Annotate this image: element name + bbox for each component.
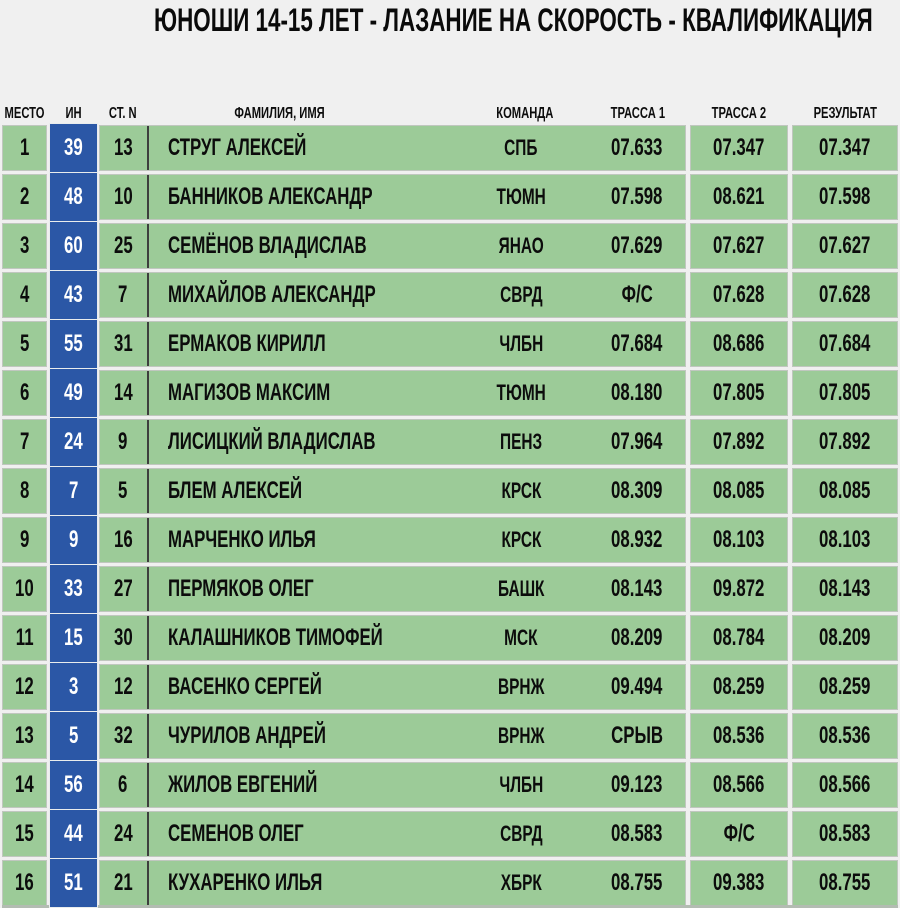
page-title (0, 2, 900, 39)
table-row (0, 615, 900, 661)
table-row (0, 762, 900, 808)
team-code: ВРНЖ (497, 723, 545, 748)
route2-time: 08.621 (713, 183, 765, 210)
route2-time: 08.085 (713, 477, 765, 504)
athlete-cell (99, 174, 686, 220)
place-cell (2, 615, 47, 661)
start-number: 9 (118, 428, 128, 455)
athlete-name: ЖИЛОВ ЕВГЕНИЙ (168, 771, 318, 798)
team-code: ЧЛБН (499, 331, 543, 356)
place-cell (2, 517, 47, 563)
route2-cell (690, 713, 788, 759)
route2-cell (690, 762, 788, 808)
team-code: СВРД (499, 282, 543, 307)
bib-cell (49, 417, 98, 467)
bib-value: 3 (68, 673, 79, 700)
start-number: 25 (113, 232, 133, 259)
athlete-name: КУХАРЕНКО ИЛЬЯ (168, 869, 323, 896)
place-value: 14 (15, 771, 34, 798)
result-cell (792, 419, 898, 465)
team-code: СВРД (499, 821, 543, 846)
place-value: 4 (19, 281, 30, 308)
athlete-cell (99, 223, 686, 269)
route1-time: 07.964 (611, 428, 663, 455)
bib-value: 5 (68, 722, 79, 749)
route2-cell (690, 517, 788, 563)
bib-cell (49, 172, 98, 222)
athlete-cell (99, 468, 686, 514)
start-number: 21 (113, 869, 133, 896)
athlete-name: ВАСЕНКО СЕРГЕЙ (168, 673, 322, 700)
route2-time: 07.892 (713, 428, 765, 455)
table-row (0, 468, 900, 514)
bib-value: 49 (64, 379, 83, 406)
result-cell (792, 174, 898, 220)
team-code: СПБ (504, 135, 538, 160)
start-number: 12 (113, 673, 133, 700)
route1-time: СРЫВ (611, 722, 663, 749)
place-cell (2, 223, 47, 269)
result-time: 07.892 (819, 428, 871, 455)
result-cell (792, 860, 898, 906)
route2-time: 08.536 (713, 722, 765, 749)
place-cell (2, 370, 47, 416)
place-cell (2, 419, 47, 465)
bib-value: 51 (64, 869, 83, 896)
divider-line (147, 812, 149, 856)
place-value: 9 (19, 526, 30, 553)
place-cell (2, 811, 47, 857)
athlete-name: СТРУГ АЛЕКСЕЙ (168, 134, 307, 161)
column-header-name: ФАМИЛИЯ, ИМЯ (234, 105, 326, 122)
athlete-cell (99, 419, 686, 465)
place-value: 8 (19, 477, 30, 504)
route2-time: 08.103 (713, 526, 765, 553)
athlete-name: БАННИКОВ АЛЕКСАНДР (168, 183, 373, 210)
divider-line (147, 714, 149, 758)
result-time: 08.755 (819, 869, 871, 896)
place-value: 15 (15, 820, 34, 847)
place-cell (2, 174, 47, 220)
athlete-cell (99, 321, 686, 367)
divider-line (147, 273, 149, 317)
page-title-text: ЮНОШИ 14-15 ЛЕТ - ЛАЗАНИЕ НА СКОРОСТЬ - КВАЛИФИКАЦИЯ (154, 2, 873, 38)
place-value: 7 (19, 428, 30, 455)
start-number: 27 (113, 575, 133, 602)
place-cell (2, 664, 47, 710)
place-cell (2, 125, 47, 171)
bib-cell (49, 809, 98, 859)
route2-time: 08.686 (713, 330, 765, 357)
route1-time: 09.123 (611, 771, 663, 798)
divider-line (147, 126, 149, 170)
place-value: 13 (15, 722, 34, 749)
athlete-name: ПЕРМЯКОВ ОЛЕГ (168, 575, 314, 602)
route1-time: Ф/С (621, 281, 653, 308)
table-row (0, 125, 900, 171)
start-number: 6 (118, 771, 128, 798)
team-code: ЯНАО (498, 233, 544, 258)
result-cell (792, 468, 898, 514)
team-code: МСК (504, 625, 538, 650)
place-value: 2 (19, 183, 30, 210)
divider-line (147, 518, 149, 562)
route2-time: 09.872 (713, 575, 765, 602)
route1-time: 08.180 (611, 379, 663, 406)
table-row (0, 272, 900, 318)
table-header (0, 99, 900, 123)
result-time: 08.103 (819, 526, 871, 553)
column-header-result: РЕЗУЛЬТАТ (813, 105, 877, 122)
route2-cell (690, 566, 788, 612)
place-value: 1 (19, 134, 30, 161)
team-code: ЧЛБН (499, 772, 543, 797)
result-cell (792, 223, 898, 269)
athlete-cell (99, 272, 686, 318)
start-number: 10 (113, 183, 133, 210)
start-number: 24 (113, 820, 133, 847)
place-cell (2, 321, 47, 367)
route1-time: 09.494 (611, 673, 663, 700)
athlete-name: МАГИЗОВ МАКСИМ (168, 379, 331, 406)
table-row (0, 566, 900, 612)
route2-time: 09.383 (713, 869, 765, 896)
start-number: 5 (118, 477, 128, 504)
route2-cell (690, 811, 788, 857)
column-header-route2: ТРАССА 2 (711, 105, 767, 122)
bib-value: 43 (64, 281, 83, 308)
start-number: 13 (113, 134, 133, 161)
team-code: ПЕНЗ (499, 429, 543, 454)
bib-cell (49, 368, 98, 418)
result-cell (792, 272, 898, 318)
result-cell (792, 566, 898, 612)
bib-cell (49, 564, 98, 614)
bib-cell (49, 123, 98, 173)
start-number: 14 (113, 379, 133, 406)
route2-cell (690, 664, 788, 710)
athlete-cell (99, 762, 686, 808)
team-code: КРСК (501, 478, 541, 503)
route2-cell (690, 468, 788, 514)
table-row (0, 713, 900, 759)
result-cell (792, 615, 898, 661)
place-cell (2, 468, 47, 514)
route2-cell (690, 419, 788, 465)
route2-cell (690, 223, 788, 269)
result-time: 08.566 (819, 771, 871, 798)
route1-time: 07.629 (611, 232, 663, 259)
athlete-cell (99, 125, 686, 171)
route1-time: 07.598 (611, 183, 663, 210)
result-cell (792, 762, 898, 808)
place-value: 6 (19, 379, 30, 406)
bib-cell (49, 760, 98, 810)
place-value: 5 (19, 330, 30, 357)
result-cell (792, 713, 898, 759)
result-time: 08.259 (819, 673, 871, 700)
route1-time: 08.143 (611, 575, 663, 602)
bib-cell (49, 711, 98, 761)
athlete-name: МАРЧЕНКО ИЛЬЯ (168, 526, 316, 553)
table-row (0, 223, 900, 269)
route2-cell (690, 615, 788, 661)
athlete-cell (99, 713, 686, 759)
team-code: ХБРК (500, 870, 542, 895)
bib-cell (49, 466, 98, 516)
bib-cell (49, 515, 98, 565)
divider-line (147, 763, 149, 807)
divider-line (147, 567, 149, 611)
result-time: 07.627 (819, 232, 871, 259)
athlete-cell (99, 664, 686, 710)
place-value: 16 (15, 869, 34, 896)
bib-value: 7 (68, 477, 79, 504)
route1-time: 08.932 (611, 526, 663, 553)
bib-cell (49, 662, 98, 712)
team-code: ВРНЖ (497, 674, 545, 699)
bib-cell (49, 613, 98, 663)
bib-value: 60 (64, 232, 83, 259)
place-value: 12 (15, 673, 34, 700)
divider-line (147, 371, 149, 415)
route2-time: 07.628 (713, 281, 765, 308)
team-code: КРСК (501, 527, 541, 552)
result-time: 07.628 (819, 281, 871, 308)
result-time: 07.598 (819, 183, 871, 210)
athlete-name: ЧУРИЛОВ АНДРЕЙ (168, 722, 326, 749)
athlete-cell (99, 370, 686, 416)
result-cell (792, 125, 898, 171)
route1-time: 07.633 (611, 134, 663, 161)
bib-value: 39 (64, 134, 83, 161)
divider-line (147, 665, 149, 709)
result-cell (792, 664, 898, 710)
result-cell (792, 517, 898, 563)
route2-cell (690, 174, 788, 220)
athlete-name: КАЛАШНИКОВ ТИМОФЕЙ (168, 624, 383, 651)
result-cell (792, 370, 898, 416)
route1-time: 08.583 (611, 820, 663, 847)
bib-value: 44 (64, 820, 83, 847)
route2-time: 07.347 (713, 134, 765, 161)
result-cell (792, 321, 898, 367)
athlete-cell (99, 615, 686, 661)
divider-line (147, 420, 149, 464)
table-row (0, 174, 900, 220)
route2-cell (690, 321, 788, 367)
table-row (0, 664, 900, 710)
bib-value: 33 (64, 575, 83, 602)
athlete-name: ЕРМАКОВ КИРИЛЛ (168, 330, 326, 357)
route1-time: 08.209 (611, 624, 663, 651)
result-time: 07.684 (819, 330, 871, 357)
result-time: 07.805 (819, 379, 871, 406)
athlete-cell (99, 860, 686, 906)
athlete-name: СЕМЁНОВ ВЛАДИСЛАВ (168, 232, 367, 259)
start-number: 30 (113, 624, 133, 651)
route2-time: 08.566 (713, 771, 765, 798)
place-value: 3 (19, 232, 30, 259)
athlete-name: БЛЕМ АЛЕКСЕЙ (168, 477, 303, 504)
start-number: 31 (113, 330, 133, 357)
result-time: 08.209 (819, 624, 871, 651)
column-header-startn: СТ. N (109, 105, 137, 122)
place-cell (2, 566, 47, 612)
athlete-name: ЛИСИЦКИЙ ВЛАДИСЛАВ (168, 428, 376, 455)
result-time: 08.536 (819, 722, 871, 749)
result-time: 08.583 (819, 820, 871, 847)
result-time: 07.347 (819, 134, 871, 161)
route2-cell (690, 272, 788, 318)
table-row (0, 860, 900, 906)
bib-cell (49, 221, 98, 271)
divider-line (147, 861, 149, 905)
divider-line (147, 175, 149, 219)
bib-cell (49, 270, 98, 320)
team-code: БАШК (497, 576, 545, 601)
column-header-bib: ИН (65, 105, 83, 122)
divider-line (147, 224, 149, 268)
bib-cell (49, 858, 98, 908)
bib-cell (49, 319, 98, 369)
route2-time: 08.784 (713, 624, 765, 651)
route2-cell (690, 860, 788, 906)
place-value: 10 (15, 575, 34, 602)
place-cell (2, 713, 47, 759)
athlete-name: МИХАЙЛОВ АЛЕКСАНДР (168, 281, 376, 308)
place-cell (2, 272, 47, 318)
route1-time: 08.755 (611, 869, 663, 896)
bib-value: 56 (64, 771, 83, 798)
athlete-cell (99, 566, 686, 612)
table-row (0, 321, 900, 367)
team-code: ТЮМН (496, 380, 546, 405)
column-header-place: МЕСТО (4, 105, 44, 122)
divider-line (147, 616, 149, 660)
table-row (0, 811, 900, 857)
place-value: 11 (15, 624, 34, 651)
bib-value: 55 (64, 330, 83, 357)
route2-cell (690, 370, 788, 416)
result-cell (792, 811, 898, 857)
team-code: ТЮМН (496, 184, 546, 209)
column-header-route1: ТРАССА 1 (610, 105, 666, 122)
route2-time: 07.627 (713, 232, 765, 259)
table-row (0, 517, 900, 563)
athlete-cell (99, 811, 686, 857)
result-time: 08.085 (819, 477, 871, 504)
start-number: 7 (118, 281, 128, 308)
table-row (0, 419, 900, 465)
bib-value: 15 (64, 624, 83, 651)
athlete-cell (99, 517, 686, 563)
route2-cell (690, 125, 788, 171)
result-time: 08.143 (819, 575, 871, 602)
divider-line (147, 322, 149, 366)
bib-value: 9 (68, 526, 79, 553)
place-cell (2, 860, 47, 906)
athlete-name: СЕМЕНОВ ОЛЕГ (168, 820, 304, 847)
route1-time: 07.684 (611, 330, 663, 357)
route1-time: 08.309 (611, 477, 663, 504)
route2-time: Ф/С (723, 820, 755, 847)
divider-line (147, 469, 149, 513)
column-header-team: КОМАНДА (496, 105, 554, 122)
start-number: 16 (113, 526, 133, 553)
route2-time: 08.259 (713, 673, 765, 700)
table-row (0, 370, 900, 416)
start-number: 32 (113, 722, 133, 749)
route2-time: 07.805 (713, 379, 765, 406)
bib-value: 24 (64, 428, 83, 455)
place-cell (2, 762, 47, 808)
bib-value: 48 (64, 183, 83, 210)
